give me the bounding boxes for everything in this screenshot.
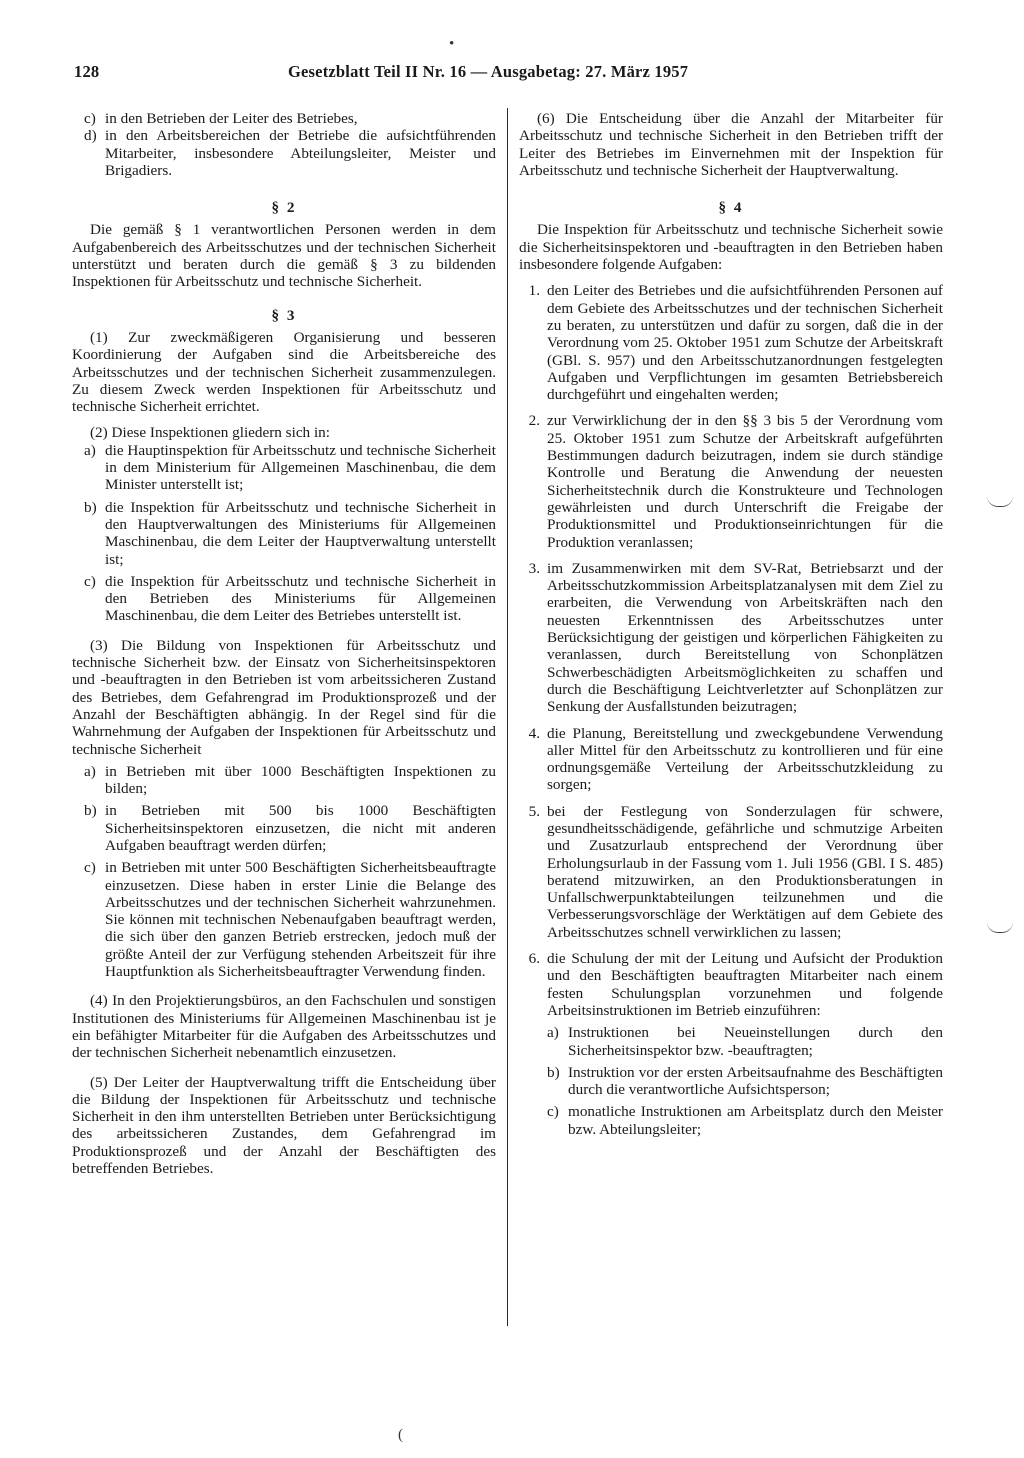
running-header: Gesetzblatt Teil II Nr. 16 — Ausgabetag: 27. März 1957 bbox=[288, 62, 689, 81]
print-mark-dot: • bbox=[449, 36, 455, 52]
list-item: 2. zur Verwirklichung der in den §§ 3 bis 5 der Verordnung vom 25. Oktober 1951 zum Schutze der Arbeitskraft aufgeführten Bestimmungen dadurch beizutragen, indem sie durch ständige Kontrolle und Beratung die Anwendung der neuesten Sicherheitstechnik durch die Konstrukteure und Technologen gewährleisten und durch Unterschrift die Freigabe der Produktionsmittel und Produktionseinrichtungen für die Produktion veranlassen; bbox=[528, 412, 943, 551]
list-item: 3. im Zusammenwirken mit dem SV-Rat, Betriebsarzt und der Arbeitsschutzkommission Arbeitsplatzanalysen mit dem Ziel zu erarbeiten, die Verwendung von Arbeitskräften nach den neuesten Erkenntnissen des Arbeitsschutzes unter Berücksichtigung der geistigen und körperlichen Fähigkeiten zu veranlassen, durch Bereitstellung von Schonplätzen Schwerbeschädigten Arbeitsmöglichkeiten zu schaffen und durch die Beschäftigung Leichtverletzter auf Schonplätzen zur Senkung der Ausfallstunden beizutragen; bbox=[528, 559, 943, 716]
margin-mark-top bbox=[987, 496, 1013, 507]
sub-list-item: a) Instruktionen bei Neueinstellungen durch den Sicherheitsinspektor bzw. -beauftragten; bbox=[547, 1024, 943, 1059]
right-column bbox=[519, 110, 943, 1138]
sub-list-item: c) monatliche Instruktionen am Arbeitsplatz durch den Meister bzw. Abteilungsleiter; bbox=[547, 1103, 943, 1138]
paragraph: (5) Der Leiter der Hauptverwaltung trifft die Entscheidung über die Bildung der Inspektionen für Arbeitsschutz und technische Sicherheit in den ihm unterstellten Betrieben unter Berücksichtigung des arbeitssicheren Zustandes, dem Gefahrengrad im Produktionsprozeß und der Anzahl der Beschäftigten des betreffenden Betriebes. bbox=[72, 1073, 496, 1178]
margin-mark-bottom bbox=[987, 922, 1013, 933]
paragraph: Die gemäß § 1 verantwortlichen Personen werden in dem Aufgabenbereich des Arbeitsschutzes und der technischen Sicherheit unterstützt und beraten durch die gemäß § 3 zu bildenden Inspektionen für Arbeitsschutz und technische Sicherheit. bbox=[72, 221, 496, 291]
sub-list-item: b) Instruktion vor der ersten Arbeitsaufnahme des Beschäftigten durch die verantwortliche Aufsichtsperson; bbox=[547, 1063, 943, 1099]
paragraph: Die Inspektion für Arbeitsschutz und technische Sicherheit sowie die Sicherheitsinspektoren und -beauftragten in den Betrieben haben insbesondere folgende Aufgaben: bbox=[519, 221, 943, 274]
section-heading: § 2 bbox=[271, 199, 297, 217]
page-number: 128 bbox=[74, 62, 100, 81]
column-divider bbox=[507, 108, 508, 1326]
paragraph: (1) Zur zweckmäßigeren Organisierung und besseren Koordinierung der Aufgaben sind die Arbeitsbereiche des Arbeitsschutzes und der technischen Sicherheit zusammenzulegen. Zu diesem Zweck werden Inspektionen für Arbeitsschutz und technische Sicherheit errichtet. bbox=[72, 328, 496, 416]
list-item: c) in den Betrieben der Leiter des Betriebes, bbox=[84, 110, 358, 127]
list-item: b) in Betrieben mit 500 bis 1000 Beschäftigten Sicherheitsinspektoren einzusetzen, die nicht mit anderen Aufgaben beauftragt werden dürfen; bbox=[84, 802, 496, 854]
list-item: 1. den Leiter des Betriebes und die aufsichtführenden Personen auf dem Gebiete des Arbeitsschutzes und der technischen Sicherheit zu beraten, zu unterstützen und dafür zu sorgen, daß die in der Verordnung vom 25. Oktober 1951 zum Schutze der Arbeitskraft (GBl. S. 957) und den Arbeitsschutzanordnungen festgelegten Aufgaben und Verpflichtungen im gesamten Betriebsbereich durchgeführt und eingehalten werden; bbox=[528, 282, 943, 404]
list-item: 6. die Schulung der mit der Leitung und Aufsicht der Produktion und den Beschäftigten beauftragten Mitarbeiter nach einem festen Schulungsplan vorzunehmen und folgende Arbeitsinstruktionen im Betrieb einzuführen: bbox=[528, 950, 943, 1019]
left-column bbox=[72, 110, 496, 1177]
section-heading: § 3 bbox=[271, 306, 297, 324]
section-heading: § 4 bbox=[718, 199, 744, 217]
list-item: 4. die Planung, Bereitstellung und zweckgebundene Verwendung aller Mittel für den Arbeitsschutz zu kontrollieren und für eine ordnungsgemäße Verteilung der Arbeitsschutzkleidung zu sorgen; bbox=[528, 724, 943, 794]
list-item: c) die Inspektion für Arbeitsschutz und technische Sicherheit in den Betrieben des Ministeriums für Allgemeinen Maschinenbau, die dem Leiter des Betriebes unterstellt ist. bbox=[84, 572, 496, 625]
list-item: c) in Betrieben mit unter 500 Beschäftigten Sicherheitsbeauftragte einzusetzen. Diese haben in erster Linie die Belange des Arbeitsschutzes und der technischen Sicherheit wahrzunehmen. Sie können mit technischen Nebenaufgaben beauftragt werden, die sich über den ganzen Betrieb erstrecken, jedoch muß der größte Anteil der zur Verfügung stehenden Arbeitszeit für ihre Hauptfunktion als Sicherheitsbeauftragter Verwendung finden. bbox=[84, 859, 496, 981]
paragraph: (2) Diese Inspektionen gliedern sich in: bbox=[90, 424, 330, 442]
list-item: d) in den Arbeitsbereichen der Betriebe die aufsichtführenden Mitarbeiter, insbesondere Abteilungsleiter, Meister und Brigadiers. bbox=[84, 127, 496, 179]
list-item: a) die Hauptinspektion für Arbeitsschutz und technische Sicherheit in dem Ministerium für Allgemeinen Maschinenbau, die dem Minister unterstellt ist; bbox=[84, 441, 496, 494]
paragraph: (4) In den Projektierungsbüros, an den Fachschulen und sonstigen Institutionen des Ministeriums für Allgemeinen Maschinenbau ist je ein befähigter Mitarbeiter für die Aufgaben des Arbeitsschutzes und der technischen Sicherheit nebenamtlich einzusetzen. bbox=[72, 992, 496, 1062]
list-item: b) die Inspektion für Arbeitsschutz und technische Sicherheit in den Hauptverwaltungen des Ministeriums für Allgemeinen Maschinenbau, die dem Leiter der Hauptverwaltung unterstellt ist; bbox=[84, 498, 496, 568]
paragraph: (3) Die Bildung von Inspektionen für Arbeitsschutz und technische Sicherheit bzw. der Einsatz von Sicherheitsinspektoren und -beauftragten in den Betrieben ist vom arbeitssicheren Zustand des Betriebes, dem Gefahrengrad im Produktionsprozeß und der Anzahl der Beschäftigten abhängig. In der Regel sind für die Wahrnehmung der Aufgaben der Inspektionen für Arbeitsschutz und technische Sicherheit bbox=[72, 636, 496, 758]
paragraph: (6) Die Entscheidung über die Anzahl der Mitarbeiter für Arbeitsschutz und technische Sicherheit in den Betrieben trifft der Leiter des Betriebes im Einvernehmen mit der Inspektion für Arbeitsschutz und technische Sicherheit der Hauptverwaltung. bbox=[519, 110, 943, 179]
print-mark-paren: ( bbox=[398, 1427, 403, 1443]
list-item: 5. bei der Festlegung von Sonderzulagen für schwere, gesundheitsschädigende, gefährliche und schmutzige Arbeiten und Zusatzurlaub entsprechend der Verordnung über Erholungsurlaub in der Fassung vom 1. Juli 1956 (GBl. I S. 485) beratend mitzuwirken, an den Produktionsberatungen in Unfallschwerpunktabteilungen teilzunehmen und die Verbesserungsvorschläge der Werktätigen auf dem Gebiete des Arbeitsschutzes schnell verwirklichen zu lassen; bbox=[528, 802, 943, 941]
list-item: a) in Betrieben mit über 1000 Beschäftigten Inspektionen zu bilden; bbox=[84, 762, 496, 798]
